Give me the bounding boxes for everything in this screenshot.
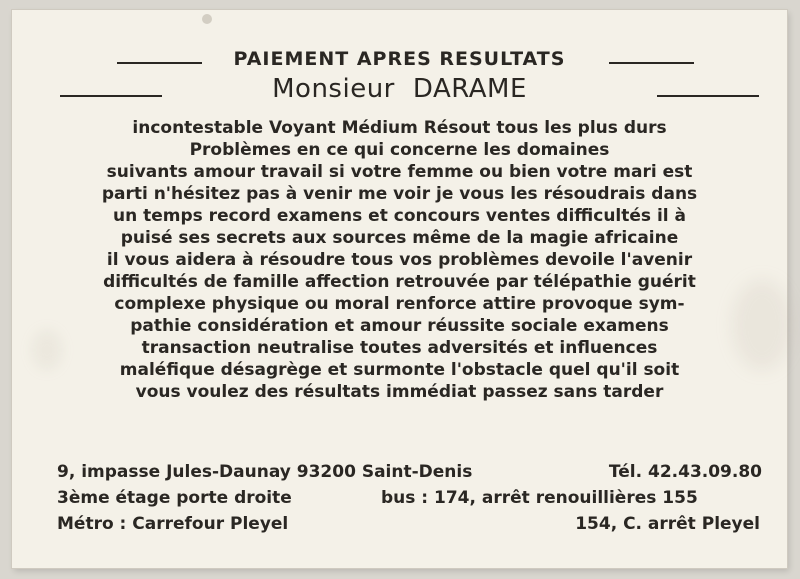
body-line: Problèmes en ce qui concerne les domaines — [189, 140, 610, 160]
body-line: parti n'hésitez pas à venir me voir je vous les résoudrais dans — [101, 184, 698, 204]
header-title: PAIEMENT APRES RESULTATS — [233, 48, 566, 70]
name-line — [12, 74, 787, 104]
body-line: difficultés de famille affection retrouvée par télépathie guérit — [103, 272, 696, 292]
body-text — [12, 117, 787, 403]
floor-info: 3ème étage porte droite — [57, 488, 292, 508]
name-rule-right — [657, 95, 759, 97]
bus-info: bus : 174, arrêt renouillières 155 — [381, 488, 698, 508]
header-rule-right — [609, 62, 694, 64]
body-line: il vous aidera à résoudre tous vos problèmes devoile l'avenir — [106, 250, 693, 270]
body-line: pathie considération et amour réussite sociale examens — [130, 316, 669, 336]
body-line: transaction neutralise toutes adversités et influences — [141, 338, 658, 358]
phone-number: Tél. 42.43.09.80 — [608, 462, 762, 482]
street-address: 9, impasse Jules-Daunay 93200 Saint-Denis — [57, 462, 473, 482]
stop-info: 154, C. arrêt Pleyel — [575, 514, 760, 534]
body-line: suivants amour travail si votre femme ou bien votre mari est — [106, 162, 693, 182]
paper-spot — [202, 14, 212, 24]
body-line: vous voulez des résultats immédiat passez sans tarder — [135, 382, 664, 402]
business-card — [12, 10, 787, 568]
body-line: puisé ses secrets aux sources même de la magie africaine — [120, 228, 679, 248]
header — [12, 48, 787, 72]
person-name: DARAME — [412, 74, 527, 104]
body-line: maléfique désagrège et surmonte l'obstacle quel qu'il soit — [119, 360, 680, 380]
body-line: un temps record examens et concours ventes difficultés il à — [112, 206, 686, 226]
body-line: incontestable Voyant Médium Résout tous les plus durs — [132, 118, 667, 138]
body-line: complexe physique ou moral renforce attire provoque sym- — [114, 294, 685, 314]
metro-info: Métro : Carrefour Pleyel — [57, 514, 289, 534]
name-prefix: Monsieur — [272, 74, 395, 104]
